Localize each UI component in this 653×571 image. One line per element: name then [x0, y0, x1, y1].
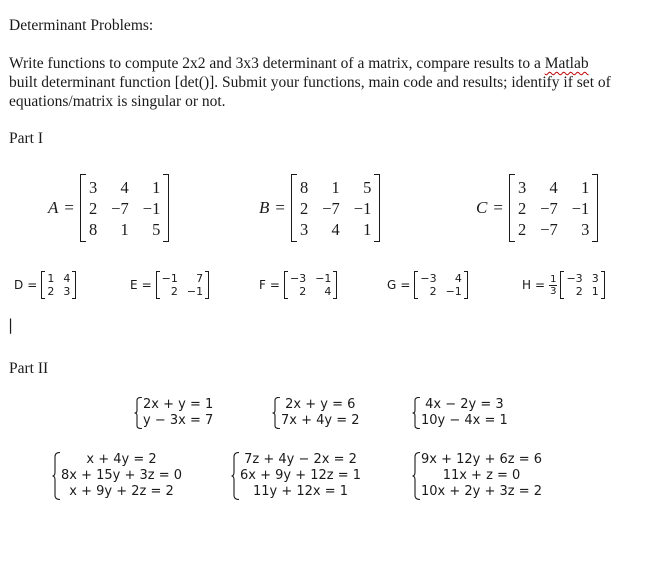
matrix-h-equals: = [535, 278, 546, 292]
matrix-cell: 5 [363, 177, 372, 197]
matrix-a-equals: = [64, 198, 74, 217]
equation: 7z + 4y − 2x = 2 [244, 452, 357, 467]
matrix-cell: −1 [353, 198, 372, 218]
matrix-cell: −3 [289, 272, 307, 285]
matrix-h [522, 271, 605, 299]
matrix-cell: 1 [591, 285, 599, 298]
right-bracket [601, 271, 605, 299]
matrix-h-grid [564, 272, 600, 298]
matrix-f-label: F [259, 278, 266, 292]
matrix-a-label: A [48, 198, 59, 217]
matrix-cell: −1 [445, 285, 462, 298]
matrix-cell: −3 [420, 272, 437, 285]
matrix-c-grid [515, 177, 592, 240]
matrix-cell: 2 [575, 285, 583, 298]
matrix-d-grid [45, 272, 72, 298]
equations [421, 452, 542, 500]
part-2-title: Part II [9, 360, 49, 377]
equation: y − 3x = 7 [143, 413, 214, 428]
system-2 [272, 397, 360, 429]
matrix-cell: 3 [517, 177, 527, 197]
matrix-f-equals: = [269, 278, 280, 292]
equations [143, 397, 213, 429]
matrix-b [259, 174, 380, 242]
matrix-cell: −7 [322, 198, 340, 218]
matrix-b-equals: = [275, 198, 285, 217]
matrix-cell: 2 [517, 219, 527, 239]
equation: 6x + 9y + 12z = 1 [240, 468, 362, 483]
intro-line-1-text: Write functions to compute 2x2 and 3x3 determinant of a matrix, compare results to a [9, 55, 545, 72]
matrix-cell: 2 [170, 285, 178, 298]
equation: 7x + 4y = 2 [281, 413, 360, 428]
matrix-cell: 2 [299, 198, 309, 218]
matrix-cell: 1 [47, 272, 55, 285]
equation: 9x + 12y + 6z = 6 [421, 452, 543, 467]
matrix-cell: 5 [152, 219, 161, 239]
matrix-d-label: D [14, 278, 24, 292]
matrix-a [48, 174, 169, 242]
matrix-e-grid [160, 272, 205, 298]
matrix-cell: 3 [581, 219, 590, 239]
left-brace [134, 397, 143, 429]
matrix-e-equals: = [141, 278, 152, 292]
matrix-e-label: E [130, 278, 138, 292]
equations [421, 397, 508, 429]
matrix-cell: 1 [152, 177, 161, 197]
matrix-a-grid [86, 177, 163, 240]
matrix-cell: −1 [571, 198, 590, 218]
equation: 8x + 15y + 3z = 0 [61, 468, 183, 483]
page-title: Determinant Problems: [9, 17, 154, 34]
right-bracket [592, 174, 598, 242]
equation: 10x + 2y + 3z = 2 [421, 484, 543, 499]
system-6 [412, 452, 542, 500]
matrix-cell: −7 [111, 198, 129, 218]
matrix-g-grid [418, 272, 463, 298]
system-1 [134, 397, 213, 429]
right-bracket [205, 271, 209, 299]
matrix-cell: 3 [63, 285, 71, 298]
matrix-cell: 4 [63, 272, 71, 285]
matrix-d-equals: = [27, 278, 38, 292]
matrix-cell: 4 [120, 177, 129, 197]
equations [240, 452, 361, 500]
left-brace [412, 397, 421, 429]
scalar-fraction [549, 274, 557, 297]
equation: 10y − 4x = 1 [421, 413, 508, 428]
matrix-cell: −7 [540, 198, 558, 218]
matrix-cell: 1 [331, 177, 340, 197]
equations [281, 397, 360, 429]
equation: 2x + y = 1 [143, 397, 214, 412]
intro-line-3: equations/matrix is singular or not. [9, 93, 226, 110]
matrix-cell: 2 [47, 285, 55, 298]
text-cursor: | [8, 316, 14, 334]
system-5 [231, 452, 361, 500]
matrix-cell: −1 [161, 272, 178, 285]
equations [61, 452, 182, 500]
matrix-f [259, 271, 337, 299]
equation: 11y + 12x = 1 [252, 484, 349, 499]
matrix-cell: 4 [549, 177, 558, 197]
matrix-e [130, 271, 209, 299]
matrix-cell: 2 [88, 198, 98, 218]
matrix-cell: 3 [591, 272, 599, 285]
matrix-b-label: B [259, 198, 270, 217]
matrix-d [14, 271, 76, 299]
matrix-cell: −1 [315, 272, 332, 285]
fraction-denominator: 3 [550, 285, 557, 297]
equation: x + 9y + 2z = 2 [69, 484, 174, 499]
matrix-cell: 8 [88, 219, 98, 239]
system-3 [412, 397, 508, 429]
part-1-title: Part I [9, 130, 44, 147]
matrix-cell: 7 [196, 272, 204, 285]
matrix-g [387, 271, 468, 299]
matrix-cell: 4 [324, 285, 332, 298]
matrix-cell: 1 [363, 219, 372, 239]
right-bracket [333, 271, 337, 299]
matrix-c-label: C [476, 198, 488, 217]
matrix-cell: 3 [299, 219, 309, 239]
intro-line-2: built determinant function [det()]. Submit your functions, main code and results; identify if set of [9, 74, 611, 91]
right-bracket [72, 271, 76, 299]
matrix-h-label: H [522, 278, 532, 292]
matrix-b-grid [297, 177, 374, 240]
matrix-cell: 2 [517, 198, 527, 218]
matrix-cell: 3 [88, 177, 98, 197]
intro-line-1 [9, 55, 589, 73]
matrix-f-grid [288, 272, 333, 298]
matrix-cell: 2 [429, 285, 437, 298]
matrix-c [476, 174, 598, 242]
equation: x + 4y = 2 [86, 452, 157, 467]
matrix-cell: −1 [142, 198, 161, 218]
matrix-g-equals: = [400, 278, 411, 292]
left-brace [272, 397, 281, 429]
equation: 2x + y = 6 [285, 397, 356, 412]
matrix-c-equals: = [493, 198, 503, 217]
matrix-cell: 4 [331, 219, 340, 239]
matrix-g-label: G [387, 278, 397, 292]
equation: 11x + z = 0 [442, 468, 521, 483]
matrix-cell: 1 [120, 219, 129, 239]
left-brace [412, 452, 421, 500]
right-bracket [374, 174, 380, 242]
matrix-cell: 4 [454, 272, 462, 285]
fraction-numerator: 1 [550, 273, 557, 285]
left-brace [52, 452, 61, 500]
matrix-cell: 1 [581, 177, 590, 197]
matrix-cell: 2 [299, 285, 307, 298]
equation: 4x − 2y = 3 [425, 397, 504, 412]
matrix-cell: −3 [566, 272, 583, 285]
left-brace [231, 452, 240, 500]
matrix-cell: −7 [540, 219, 558, 239]
matrix-cell: −1 [186, 285, 204, 298]
system-4 [52, 452, 182, 500]
right-bracket [464, 271, 468, 299]
matrix-cell: 8 [299, 177, 309, 197]
right-bracket [163, 174, 169, 242]
matlab-word: Matlab [544, 55, 589, 72]
